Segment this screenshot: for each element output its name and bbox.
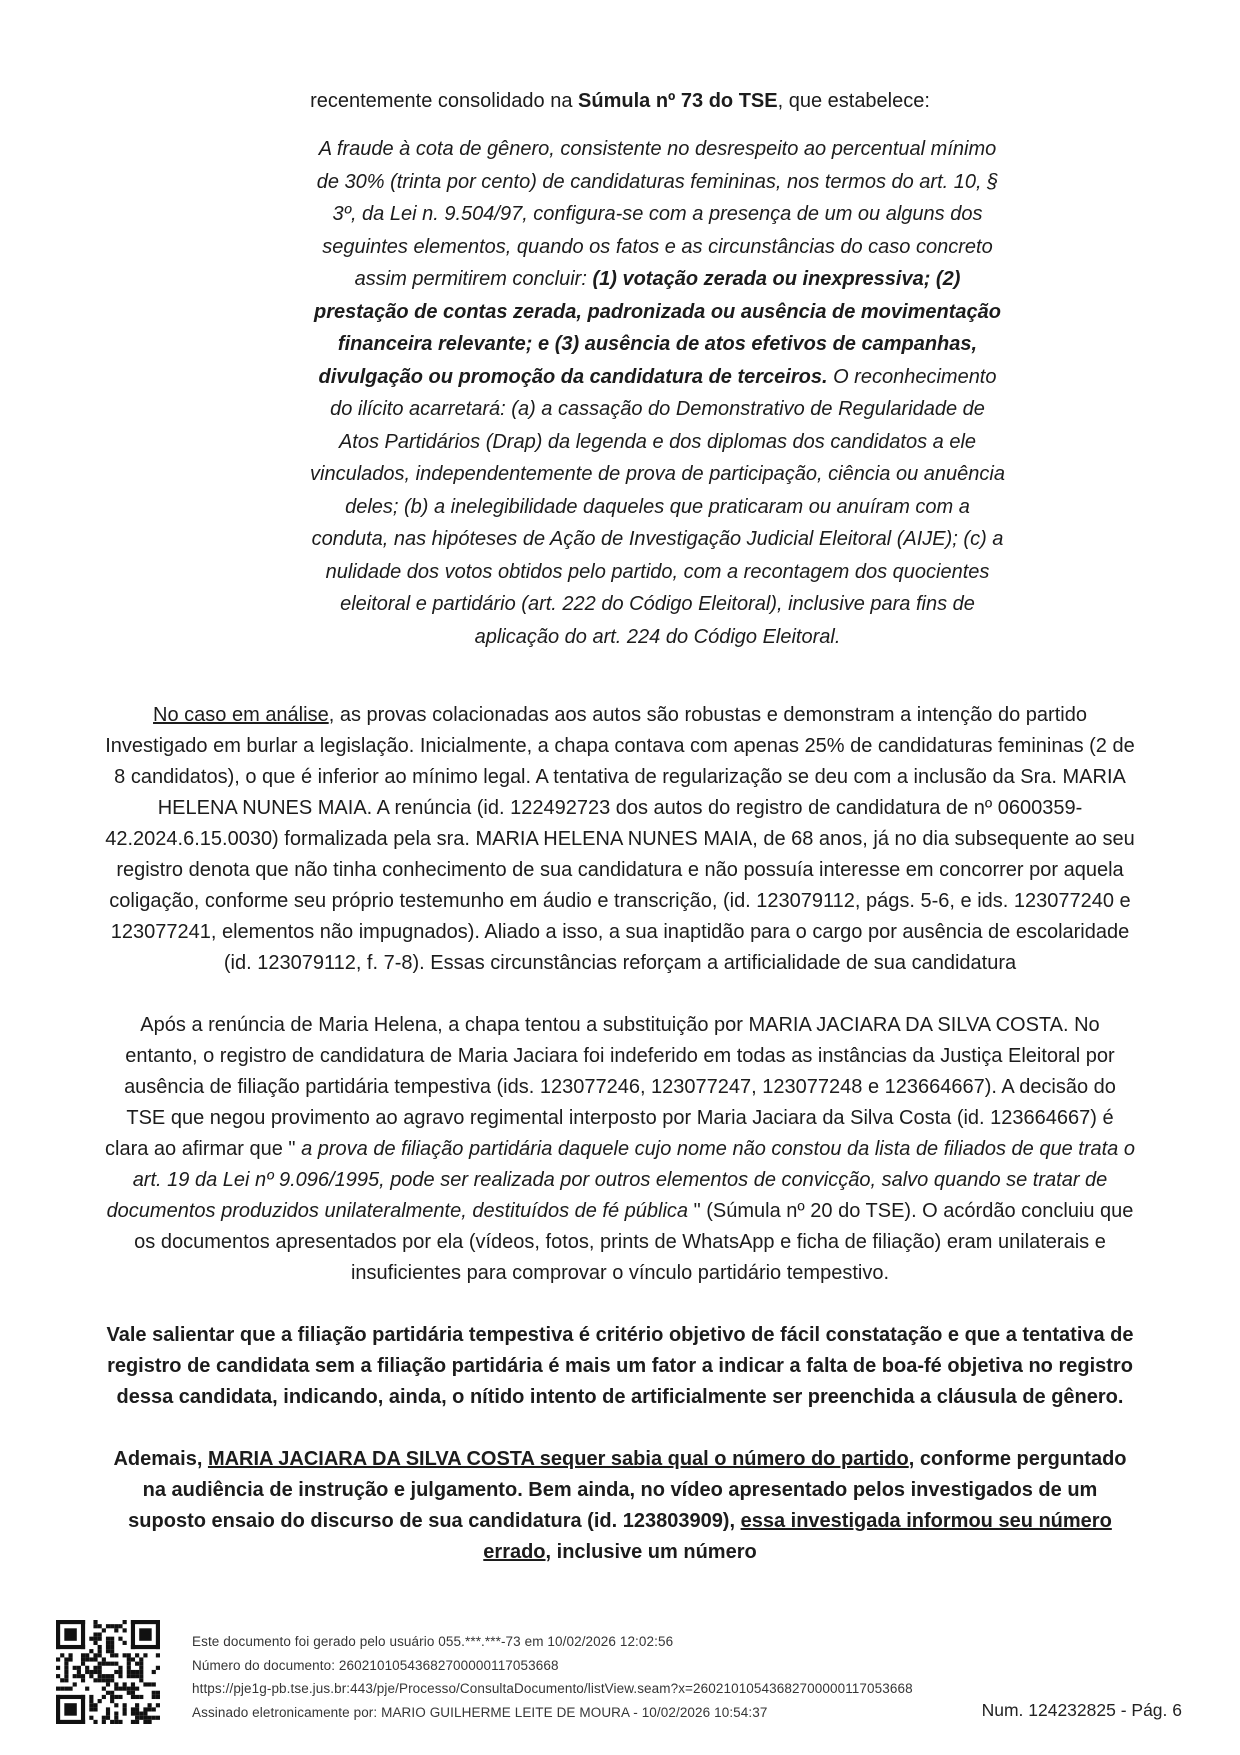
intro-paragraph — [105, 86, 1135, 117]
document-body — [105, 86, 1135, 1568]
case-analysis-text: , as provas colacionadas aos autos são robustas e demonstram a intenção do partido Investigado em burlar a legislação. Inicialmente, a chapa contava com apenas 25% de candidaturas femininas (2 de 8 candidatos), o que é inferior ao mínimo legal. A tentativa de regularização se deu com a inclusão da Sra. MARIA HELENA NUNES MAIA. A renúncia (id. 122492723 dos autos do registro de candidatura de nº 0600359-42.2024.6.15.0030) formalizada pela sra. MARIA HELENA NUNES MAIA, de 68 anos, já no dia subsequente ao seu registro denota que não tinha conhecimento de sua candidatura e não possuía interesse em concorrer por aquela coligação, conforme seu próprio testemunho em áudio e transcrição, (id. 123079112, págs. 5-6, e ids. 123077240 e 123077241, elementos não impugnados). Aliado a isso, a sua inaptidão para o cargo por ausência de escolaridade (id. 123079112, f. 7-8). Essas circunstâncias reforçam a artificialidade de sua candidatura — [105, 704, 1135, 974]
sumula-73-reference: Súmula nº 73 do TSE — [578, 90, 778, 112]
substitution-text-1: Após a renúncia de Maria Helena, a chapa tentou a substituição por MARIA JACIARA DA SILVA COSTA. No entanto, o registro de candidatura de Maria Jaciara foi indeferido em todas as instâncias da Justiça Eleitoral por ausência de filiação partidária tempestiva (ids. 123077246, 123077247, 123077248 e 123664667). A decisão do TSE que negou provimento ao agravo regimental interposto por Maria Jaciara da Silva Costa (id. 123664667) é clara ao afirmar que " — [105, 1014, 1116, 1160]
case-analysis-lead: No caso em análise — [153, 704, 329, 726]
paragraph-vale-salientar: Vale salientar que a filiação partidária tempestiva é critério objetivo de fácil constatação e que a tentativa de registro de candidata sem a filiação partidária é mais um fator a indicar a falta de boa-fé objetiva no registro dessa candidata, indicando, ainda, o nítido intento de artificialmente ser preenchida a cláusula de gênero. — [106, 1324, 1134, 1408]
ademais-lead: Ademais, — [113, 1448, 208, 1470]
paragraph-ademais — [105, 1444, 1135, 1568]
intro-text-pre: recentemente consolidado na — [310, 90, 579, 112]
ademais-mid: , conforme perguntado na audiência de instrução e julgamento. Bem ainda, no vídeo apresentado pelos investigados de um suposto ensaio do discurso de sua candidatura (id. 123803909), — [128, 1448, 1127, 1532]
paragraph-substitution — [105, 1010, 1135, 1289]
intro-text-post: , que estabelece: — [777, 90, 930, 112]
quote-text-2: O reconhecimento do ilícito acarretará: (a) a cassação do Demonstrativo de Regularidade de Atos Partidários (Drap) da legenda e dos diplomas dos candidatos a ele vinculados, independentemente de prova de participação, ciência ou anuência deles; (b) a inelegibilidade daqueles que praticaram ou anuíram com a conduta, nas hipóteses de Ação de Investigação Judicial Eleitoral (AIJE); (c) a nulidade dos votos obtidos pelo partido, com a recontagem dos quocientes eleitoral e partidário (art. 222 do Código Eleitoral), inclusive para fins de aplicação do art. 224 do Código Eleitoral. — [310, 365, 1005, 648]
quote-text-1: A fraude à cota de gênero, consistente no desrespeito ao percentual mínimo de 30% (trinta por cento) de candidaturas femininas, nos termos do art. 10, § 3º, da Lei n. 9.504/97, configura-se com a presença de um ou alguns dos seguintes elementos, quando os fatos e as circunstâncias do caso concreto assim permitirem concluir: — [316, 138, 999, 290]
paragraph-case-analysis — [105, 700, 1135, 979]
substitution-text-2: " (Súmula nº 20 do TSE). O acórdão concluiu que os documentos apresentados por ela (vídeos, fotos, prints de WhatsApp e ficha de filiação) eram unilaterais e insuficientes para comprovar o vínculo partidário tempestivo. — [134, 1200, 1134, 1284]
quote-bold-elements: (1) votação zerada ou inexpressiva; (2) prestação de contas zerada, padronizada ou ausência de movimentação financeira relevante; e (3) ausência de atos efetivos de campanhas, divulgação ou promoção da candidatura de terceiros. — [314, 268, 1001, 388]
tse-citation-italic: a prova de filiação partidária daquele cujo nome não constou da lista de filiados de que trata o art. 19 da Lei nº 9.096/1995, pode ser realizada por outros elementos de convicção, salvo quando se tratar de documentos produzidos unilateralmente, destituídos de fé pública — [106, 1138, 1135, 1222]
ademais-underline-2: essa investigada informou seu número errado — [483, 1510, 1112, 1563]
footer-metadata — [192, 1630, 913, 1724]
document-number-line: Número do documento: 26021010543682700000117053668 — [192, 1657, 559, 1673]
ademais-tail: , inclusive um número — [545, 1541, 757, 1563]
ademais-underline-1: MARIA JACIARA DA SILVA COSTA sequer sabia qual o número do partido — [207, 1448, 909, 1470]
page-number-label: Num. 124232825 - Pág. 6 — [981, 1700, 1182, 1720]
blockquote-sumula-73 — [310, 133, 1005, 653]
document-url: https://pje1g-pb.tse.jus.br:443/pje/Processo/ConsultaDocumento/listView.seam?x=26021010543682700000117053668 — [192, 1681, 913, 1697]
signature-line: Assinado eletronicamente por: MARIO GUILHERME LEITE DE MOURA - 10/02/2026 10:54:37 — [192, 1704, 768, 1720]
qr-code-icon — [56, 1620, 160, 1724]
generated-by-line: Este documento foi gerado pelo usuário 055.***.***-73 em 10/02/2026 12:02:56 — [192, 1634, 674, 1649]
